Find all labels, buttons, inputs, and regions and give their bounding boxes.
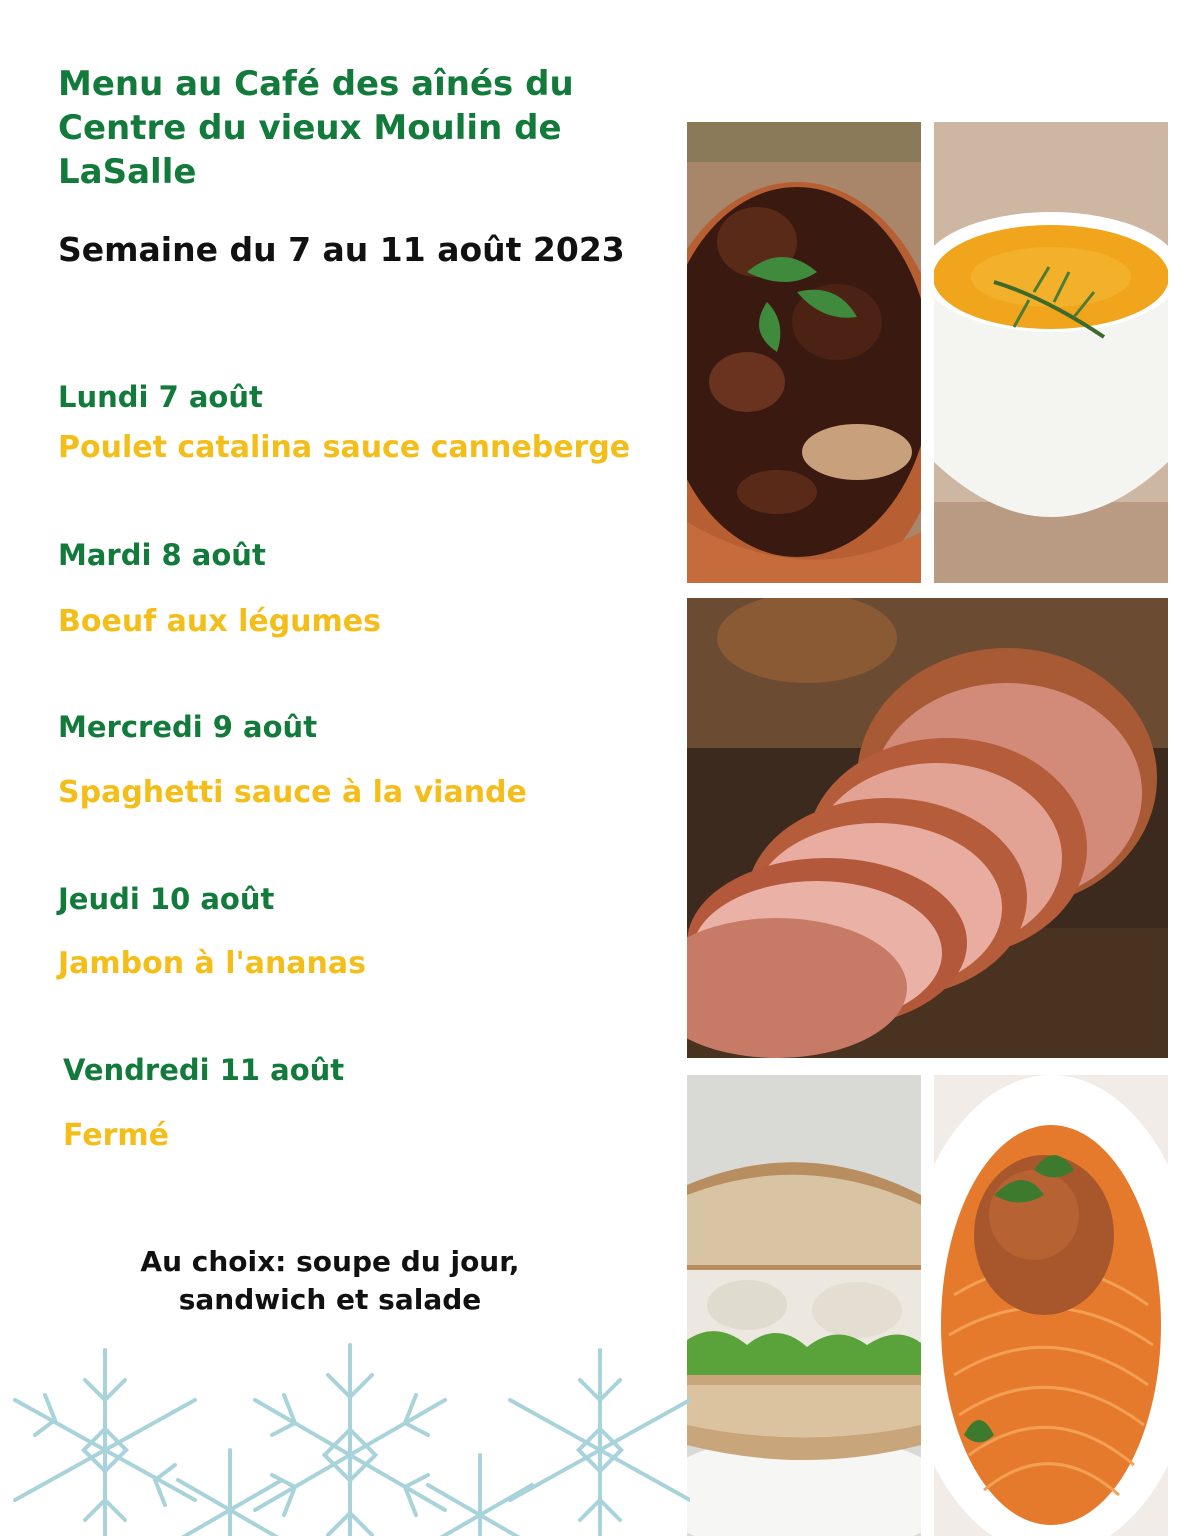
- menu-dish-tuesday: Boeuf aux légumes: [58, 604, 381, 639]
- menu-dish-friday: Fermé: [63, 1118, 170, 1153]
- beef-stew-image: [687, 122, 921, 583]
- menu-day-tuesday: Mardi 8 août: [58, 538, 266, 572]
- spaghetti-image: [934, 1075, 1168, 1536]
- footer-note: [100, 1243, 560, 1319]
- menu-day-friday: Vendredi 11 août: [63, 1053, 345, 1087]
- footer-note-line1: Au choix: soupe du jour,: [140, 1245, 520, 1278]
- menu-dish-wednesday: Spaghetti sauce à la viande: [58, 775, 527, 810]
- menu-day-wednesday: Mercredi 9 août: [58, 710, 318, 744]
- squash-soup-image: [934, 122, 1168, 583]
- menu-day-thursday: Jeudi 10 août: [58, 882, 275, 916]
- menu-dish-monday: Poulet catalina sauce canneberge: [58, 430, 631, 465]
- footer-note-line2: sandwich et salade: [178, 1283, 482, 1316]
- snowflake-decoration: [0, 1340, 690, 1536]
- sliced-ham-image: [687, 598, 1168, 1058]
- sandwich-image: [687, 1075, 921, 1536]
- page-title: Menu au Café des aînés du Centre du vieux Moulin de LaSalle: [58, 64, 574, 192]
- menu-day-monday: Lundi 7 août: [58, 380, 263, 414]
- menu-dish-thursday: Jambon à l'ananas: [58, 946, 367, 981]
- week-subtitle: Semaine du 7 au 11 août 2023: [58, 230, 625, 269]
